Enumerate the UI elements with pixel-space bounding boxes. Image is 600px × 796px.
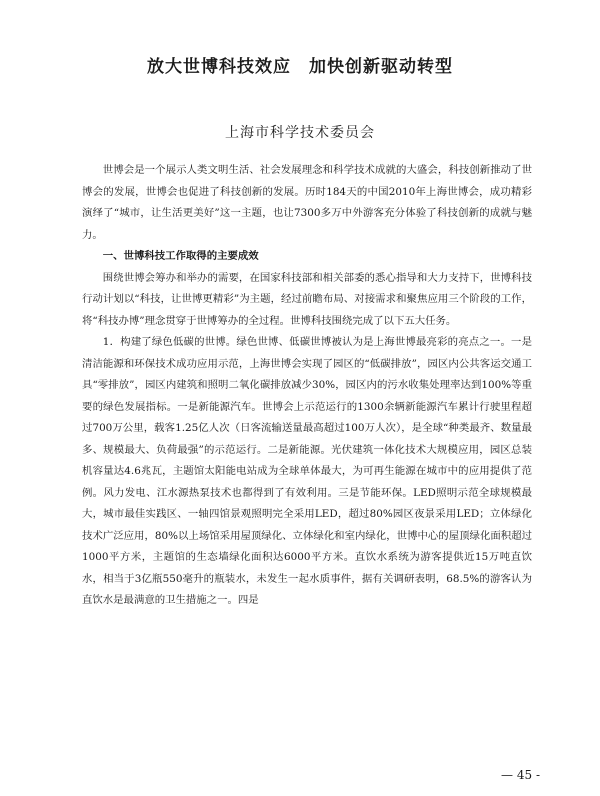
paragraph-intro: 世博会是一个展示人类文明生活、社会发展理念和科学技术成就的大盛会，科技创新推动了世博会的发展，世博会也促进了科技创新的发展。历时184天的中国2010年上海世博会，成功精彩演绎了“城市，让生活更美好”这一主题，也让7300多万中外游客充分体验了科技创新的成就与魅力。 [82, 164, 532, 241]
section-heading: 一、世博科技工作取得的主要成效 [102, 250, 259, 262]
author-line: 上海市科学技术委员会 [225, 125, 375, 141]
page-title: 放大世博科技效应 加快创新驱动转型 [147, 57, 453, 77]
page-number: — 45 - [501, 768, 540, 782]
paragraph-overview: 围绕世博会筹办和举办的需要，在国家科技部和相关部委的悉心指导和大力支持下，世博科技行动计划以“科技，让世博更精彩”为主题，经过前瞻布局、对接需求和聚焦应用三个阶段的工作，将“科技办博”理念贯穿于世博筹办的全过程。世博科技围绕完成了以下五大任务。 [82, 271, 532, 327]
body-text [82, 160, 532, 612]
paragraph-green-expo: 1．构建了绿色低碳的世博。绿色世博、低碳世博被认为是上海世博最亮彩的亮点之一。一是清洁能源和环保技术成功应用示范，上海世博会实现了园区的“低碳排放”，园区内公共客运交通工具“零排放”，园区内建筑和照明二氧化碳排放减少30%，园区内的污水收集处理率达到100%等重要的绿色发展指标。一是新能源汽车。世博会上示范运行的1300余辆新能源汽车累计行驶里程超过700万公里，载客1.25亿人次（日客流输送量最高超过100万人次），是全球“种类最齐、数量最多、规模最大、负荷最强”的示范运行。二是新能源。光伏建筑一体化技术大规模应用，园区总装机容量达4.6兆瓦，主题馆太阳能电站成为全球单体最大，为可再生能源在城市中的应用提供了范例。风力发电、江水源热泵技术也都得到了有效利用。三是节能环保。LED照明示范全球规模最大，城市最佳实践区、一轴四馆景观照明完全采用LED，超过80%园区夜景采用LED；立体绿化技术广泛应用，80%以上场馆采用屋顶绿化、立体绿化和室内绿化，世博中心的屋顶绿化面积超过1000平方米，主题馆的生态墙绿化面积达6000平方米。直饮水系统为游客提供近15万吨直饮水，相当于3亿瓶550毫升的瓶装水，未发生一起水质事件，据有关调研表明，68.5%的游客认为直饮水是最满意的卫生措施之一。四是 [82, 336, 532, 606]
